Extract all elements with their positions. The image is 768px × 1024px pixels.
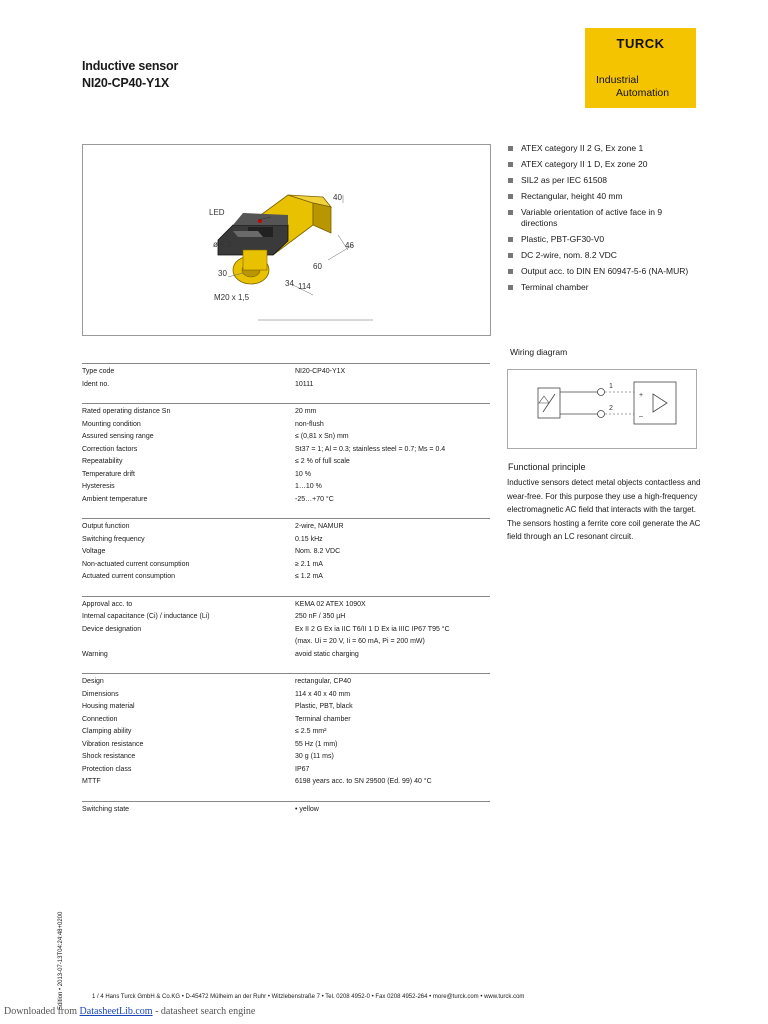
spec-row	[82, 611, 490, 624]
spec-row	[82, 406, 490, 419]
feature-item: DC 2-wire, nom. 8.2 VDC	[507, 250, 697, 261]
feature-item: Variable orientation of active face in 9 directions	[507, 207, 697, 229]
bullet-square-icon	[508, 269, 513, 274]
spec-key: Internal capacitance (Ci) / inductance (Li)	[82, 613, 210, 620]
spec-value: IP67	[295, 765, 310, 773]
spec-key: Clamping ability	[82, 728, 132, 735]
spec-row	[82, 804, 490, 817]
spec-key: Repeatability	[82, 458, 123, 465]
spec-row	[82, 521, 490, 534]
spec-row	[82, 636, 490, 649]
spec-value: 10111	[295, 380, 314, 388]
spec-key: Rated operating distance Sn	[82, 408, 171, 415]
spec-key: Switching frequency	[82, 535, 145, 543]
spec-value: ≤ 2 % of full scale	[295, 458, 350, 465]
spec-key: Correction factors	[82, 445, 138, 453]
spec-key: Protection class	[82, 765, 132, 773]
spec-row	[82, 559, 490, 572]
product-category: Inductive sensor	[82, 59, 179, 73]
spec-row	[82, 481, 490, 494]
spec-value: 55 Hz (1 mm)	[295, 740, 338, 748]
feature-item: ATEX category II 2 G, Ex zone 1	[507, 143, 697, 154]
spec-value: 10 %	[295, 470, 311, 478]
spec-value: 1…10 %	[295, 483, 322, 490]
spec-value: rectangular, CP40	[295, 678, 352, 685]
bullet-square-icon	[508, 146, 513, 151]
spec-value: Nom. 8.2 VDC	[295, 548, 341, 555]
spec-row	[82, 701, 490, 714]
spec-row	[82, 456, 490, 469]
feature-item: Terminal chamber	[507, 282, 697, 293]
spec-key: Switching state	[82, 805, 130, 813]
functional-principle-title: Functional principle	[508, 462, 586, 472]
terminal-2-icon	[598, 411, 605, 418]
wiring-diagram	[507, 369, 697, 449]
bullet-square-icon	[508, 194, 513, 199]
page-footer: 1 / 4 Hans Turck GmbH & Co.KG • D-45472 Mülheim an der Ruhr • Witzlebenstraße 7 • Tel. 0208 4952-0 • Fax 0208 4952-264 • more@turck.com • www.turck.com	[92, 994, 525, 1000]
spec-value: 0.15 kHz	[295, 535, 323, 543]
spec-row	[82, 546, 490, 559]
functional-principle-text: Inductive sensors detect metal objects contactless and wear-free. For this purpose they use a high-frequency electromagnetic AC field that interacts with the target. The sensors hosting a ferrite core coil generate the AC field through an LC resonant circuit.	[507, 478, 701, 541]
spec-row	[82, 366, 490, 379]
spec-key: Type code	[82, 368, 115, 375]
spec-value: (max. Ui = 20 V, Ii = 60 mA, Pi = 200 mW)	[295, 638, 425, 645]
spec-key: Actuated current consumption	[82, 573, 175, 580]
spec-group	[82, 518, 490, 584]
product-drawing	[82, 144, 491, 336]
spec-value: Terminal chamber	[295, 715, 351, 723]
feature-item: SIL2 as per IEC 61508	[507, 175, 697, 186]
feature-item: ATEX category II 1 D, Ex zone 20	[507, 159, 697, 170]
spec-row	[82, 534, 490, 547]
sensor-symbol-icon	[539, 396, 549, 403]
terminal-1-icon	[598, 389, 605, 396]
spec-value: Ex II 2 G Ex ia IIC T6/II 1 D Ex ia IIIC IP67 T95 °C	[295, 625, 450, 633]
edition-note: Edition • 2013-07-13T04:24:48+0200	[58, 911, 64, 1010]
spec-value: 6198 years acc. to SN 29500 (Ed. 99) 40 °C	[295, 778, 432, 785]
spec-key: Connection	[82, 715, 118, 723]
spec-row	[82, 624, 490, 637]
spec-row	[82, 431, 490, 444]
amplifier-icon	[653, 394, 667, 412]
spec-key: Design	[82, 678, 104, 685]
spec-value: ≤ 2.5 mm²	[295, 728, 327, 735]
dim-label: 40	[333, 193, 342, 202]
spec-row	[82, 599, 490, 612]
sensor-dimension-drawing	[83, 145, 490, 335]
specifications-table	[82, 363, 490, 828]
spec-key: Ident no.	[82, 380, 110, 388]
spec-value: NI20-CP40-Y1X	[295, 368, 346, 375]
bullet-square-icon	[508, 253, 513, 258]
spec-key: Approval acc. to	[82, 600, 133, 608]
bullet-square-icon	[508, 162, 513, 167]
bullet-square-icon	[508, 237, 513, 242]
wiring-schematic	[508, 370, 696, 448]
spec-key: Device designation	[82, 625, 142, 633]
dim-label: ø 5,3	[213, 240, 232, 249]
spec-group	[82, 673, 490, 789]
feature-item: Rectangular, height 40 mm	[507, 191, 697, 202]
brand-tagline: Industrial Automation	[596, 74, 670, 99]
bullet-square-icon	[508, 285, 513, 290]
pin-1-label: 1	[609, 383, 613, 390]
spec-key: Output function	[82, 523, 130, 530]
spec-value: 250 nF / 350 µH	[295, 613, 346, 620]
download-source: Downloaded from DatasheetLib.com - datasheet search engine	[4, 1006, 256, 1017]
spec-row	[82, 419, 490, 432]
spec-value: 2-wire, NAMUR	[295, 523, 344, 530]
spec-group	[82, 801, 490, 817]
spec-value: avoid static charging	[295, 650, 359, 658]
spec-key	[82, 636, 295, 649]
pin-2-label: 2	[609, 405, 613, 412]
feature-item: Plastic, PBT-GF30-V0	[507, 234, 697, 245]
spec-value: ≤ 1.2 mA	[295, 573, 323, 580]
spec-key: Housing material	[82, 703, 135, 710]
feature-list	[507, 143, 697, 298]
brand-name: TURCK	[616, 36, 665, 51]
spec-row	[82, 379, 490, 392]
spec-value: 20 mm	[295, 408, 317, 415]
spec-row	[82, 444, 490, 457]
spec-key: Voltage	[82, 548, 106, 555]
spec-key: Temperature drift	[82, 470, 135, 478]
dim-label: 60	[313, 262, 322, 271]
spec-value: KEMA 02 ATEX 1090X	[295, 600, 366, 608]
feature-item: Output acc. to DIN EN 60947-5-6 (NA-MUR)	[507, 266, 697, 277]
minus-label: –	[639, 413, 643, 420]
spec-row	[82, 776, 490, 789]
spec-row	[82, 751, 490, 764]
dim-label: M20 x 1,5	[214, 293, 250, 302]
spec-value: St37 = 1; Al = 0.3; stainless steel = 0.7; Ms = 0.4	[295, 445, 446, 453]
dim-label: 46	[345, 241, 354, 250]
spec-group	[82, 363, 490, 391]
spec-key: MTTF	[82, 778, 101, 785]
spec-group	[82, 403, 490, 506]
spec-row	[82, 676, 490, 689]
dim-label: 30	[218, 269, 227, 278]
spec-key: Non-actuated current consumption	[82, 560, 190, 568]
spec-group	[82, 596, 490, 662]
spec-value: non-flush	[295, 420, 324, 428]
spec-key: Assured sensing range	[82, 433, 154, 440]
spec-key: Ambient temperature	[82, 495, 148, 503]
spec-value: ≤ (0,81 x Sn) mm	[295, 433, 349, 440]
spec-key: Shock resistance	[82, 753, 136, 760]
bullet-square-icon	[508, 210, 513, 215]
spec-value: Plastic, PBT, black	[295, 703, 353, 710]
download-link[interactable]: DatasheetLib.com	[79, 1006, 153, 1017]
dim-label: 34	[285, 279, 294, 288]
spec-row	[82, 689, 490, 702]
dim-label: 114	[298, 282, 311, 291]
spec-row	[82, 714, 490, 727]
spec-row	[82, 764, 490, 777]
spec-row	[82, 571, 490, 584]
product-code: NI20-CP40-Y1X	[82, 76, 170, 90]
spec-key: Mounting condition	[82, 420, 141, 428]
spec-row	[82, 739, 490, 752]
spec-row	[82, 494, 490, 507]
spec-value: 114 x 40 x 40 mm	[295, 690, 351, 698]
plus-label: +	[639, 392, 644, 399]
spec-key: Vibration resistance	[82, 740, 144, 748]
spec-value: • yellow	[295, 805, 319, 813]
led-label: LED	[209, 208, 225, 217]
spec-row	[82, 726, 490, 739]
spec-key: Hysteresis	[82, 483, 115, 490]
spec-value: 30 g (11 ms)	[295, 753, 334, 760]
bullet-square-icon	[508, 178, 513, 183]
spec-row	[82, 649, 490, 662]
page-title	[82, 58, 178, 92]
spec-row	[82, 469, 490, 482]
spec-value: ≥ 2.1 mA	[295, 560, 323, 568]
spec-key: Warning	[82, 650, 108, 658]
spec-value: -25…+70 °C	[295, 495, 334, 503]
wiring-diagram-title: Wiring diagram	[510, 347, 568, 357]
spec-key: Dimensions	[82, 690, 119, 698]
